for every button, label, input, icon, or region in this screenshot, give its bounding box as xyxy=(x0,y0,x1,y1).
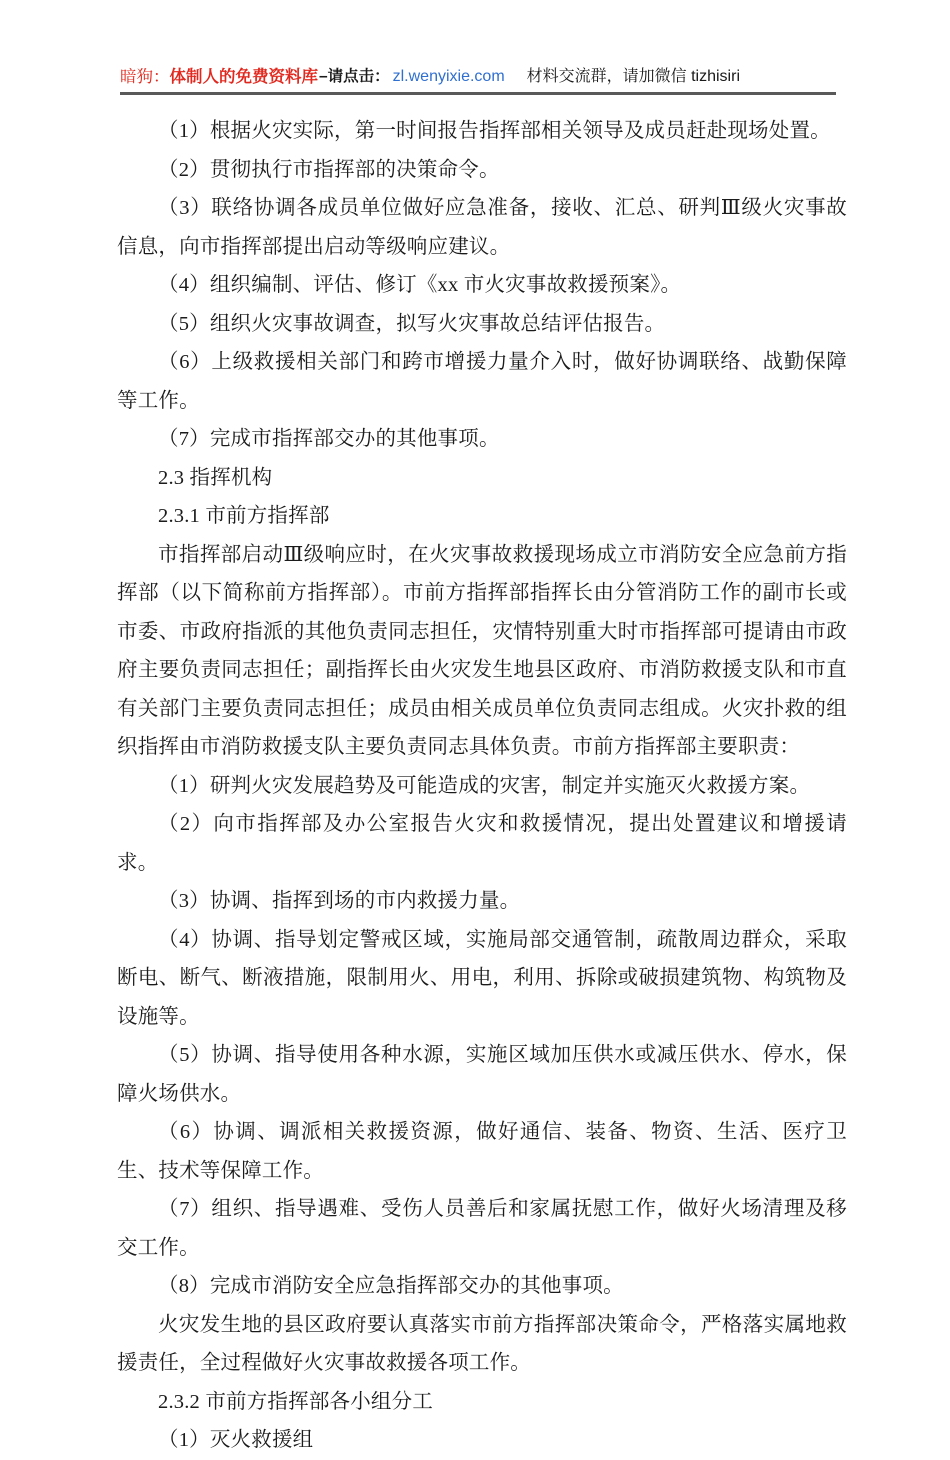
header-watermark-banner xyxy=(120,62,836,92)
brand-name: 体制人的免费资料库 xyxy=(169,67,318,86)
section-heading: 2.3.2 市前方指挥部各小组分工 xyxy=(158,1390,434,1413)
paragraph: 火灾发生地的县区政府要认真落实市前方指挥部决策命令，严格落实属地救援责任，全过程做好火灾事故救援各项工作。 xyxy=(117,1313,847,1374)
list-item: （3）协调、指挥到场的市内救援力量。 xyxy=(158,890,521,912)
list-item: （7）组织、指导遇难、受伤人员善后和家属抚慰工作，做好火场清理及移交工作。 xyxy=(117,1198,847,1259)
click-label: –请点击： xyxy=(319,68,390,86)
paragraph: 市指挥部启动Ⅲ级响应时，在火灾事故救援现场成立市消防安全应急前方指挥部（以下简称前方指挥部）。市前方指挥部指挥长由分管消防工作的副市长或市委、市政府指派的其他负责同志担任，灾情特别重大时市指挥部可提请由市政府主要负责同志担任；副指挥长由火灾发生地县区政府、市消防救援支队和市直有关部门主要负责同志担任；成员由相关成员单位负责同志组成。火灾扑救的组织指挥由市消防救援支队主要负责同志具体负责。市前方指挥部主要职责： xyxy=(117,543,847,758)
brand-prefix: 暗狗： xyxy=(120,67,170,86)
list-item: （5）协调、指导使用各种水源，实施区域加压供水或减压供水、停水，保障火场供水。 xyxy=(117,1044,847,1105)
promo-link[interactable]: zl.wenyixie.com xyxy=(392,68,505,85)
document-body xyxy=(117,112,847,1460)
list-item: （3）联络协调各成员单位做好应急准备，接收、汇总、研判Ⅲ级火灾事故信息，向市指挥部提出启动等级响应建议。 xyxy=(117,197,847,258)
list-item: （2）向市指挥部及办公室报告火灾和救援情况，提出处置建议和增援请求。 xyxy=(117,813,847,874)
list-item: （1）灭火救援组 xyxy=(158,1429,314,1451)
list-item: （1）研判火灾发展趋势及可能造成的灾害，制定并实施灭火救援方案。 xyxy=(158,774,811,797)
wechat-contact-text: 材料交流群，请加微信 tizhisiri xyxy=(526,68,740,85)
section-heading: 2.3.1 市前方指挥部 xyxy=(158,505,330,527)
section-heading: 2.3 指挥机构 xyxy=(158,466,273,489)
list-item: （2）贯彻执行市指挥部的决策命令。 xyxy=(158,158,500,181)
header-divider xyxy=(120,92,836,95)
list-item: （5）组织火灾事故调查，拟写火灾事故总结评估报告。 xyxy=(158,312,666,335)
list-item: （7）完成市指挥部交办的其他事项。 xyxy=(158,428,500,450)
list-item: （1）根据火灾实际，第一时间报告指挥部相关领导及成员赶赴现场处置。 xyxy=(158,120,831,142)
list-item: （8）完成市消防安全应急指挥部交办的其他事项。 xyxy=(158,1275,624,1297)
list-item: （4）协调、指导划定警戒区域，实施局部交通管制，疏散周边群众，采取断电、断气、断液措施，限制用火、用电，利用、拆除或破损建筑物、构筑物及设施等。 xyxy=(117,928,847,1028)
list-item: （4）组织编制、评估、修订《xx 市火灾事故救援预案》。 xyxy=(158,274,682,296)
list-item: （6）上级救援相关部门和跨市增援力量介入时，做好协调联络、战勤保障等工作。 xyxy=(117,351,847,412)
list-item: （6）协调、调派相关救援资源，做好通信、装备、物资、生活、医疗卫生、技术等保障工作。 xyxy=(117,1121,847,1182)
